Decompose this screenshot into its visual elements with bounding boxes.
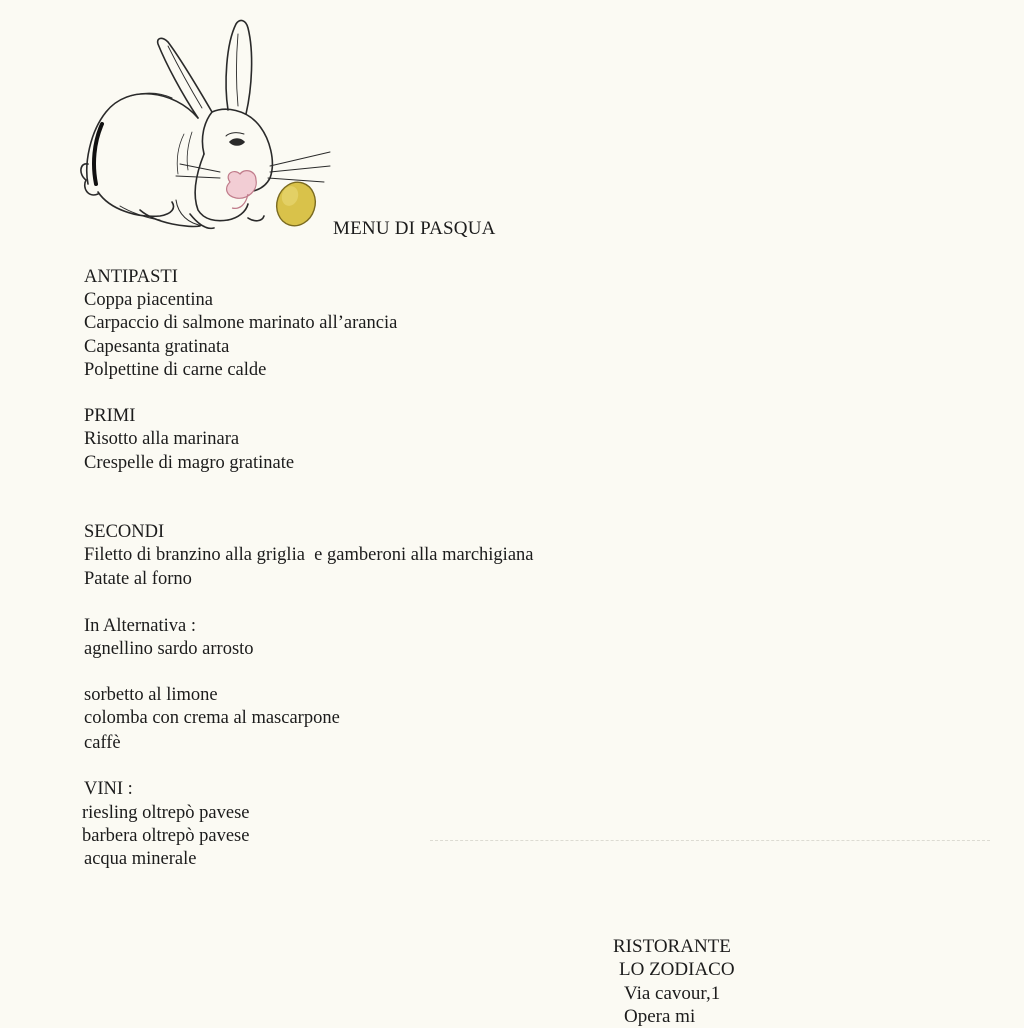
divider — [430, 840, 990, 841]
restaurant-address: Via cavour,1 — [624, 983, 721, 1004]
section-heading-antipasti: ANTIPASTI — [84, 267, 178, 287]
list-item: Polpettine di carne calde — [84, 360, 267, 380]
menu-title: MENU DI PASQUA — [333, 218, 496, 239]
section-heading-vini: VINI : — [84, 779, 133, 799]
list-item: caffè — [84, 733, 121, 753]
section-heading-alternativa: In Alternativa : — [84, 616, 196, 636]
rabbit-with-egg-icon — [80, 14, 340, 244]
list-item: Filetto di branzino alla griglia e gamberoni alla marchigiana — [84, 545, 534, 565]
list-item: Risotto alla marinara — [84, 429, 240, 449]
section-heading-primi: PRIMI — [84, 406, 136, 426]
list-item: Patate al forno — [84, 569, 192, 589]
restaurant-name: LO ZODIACO — [619, 959, 735, 980]
list-item: barbera oltrepò pavese — [82, 826, 250, 846]
list-item: riesling oltrepò pavese — [82, 803, 250, 823]
list-item: acqua minerale — [84, 849, 197, 869]
list-item: Crespelle di magro gratinate — [84, 453, 295, 473]
restaurant-city: Opera mi — [624, 1006, 696, 1027]
list-item: agnellino sardo arrosto — [84, 639, 254, 659]
list-item: Capesanta gratinata — [84, 337, 230, 357]
list-item: Carpaccio di salmone marinato all’arancia — [84, 313, 398, 333]
list-item: sorbetto al limone — [84, 685, 218, 705]
restaurant-name-label: RISTORANTE — [613, 936, 731, 957]
list-item: Coppa piacentina — [84, 290, 213, 310]
list-item: colomba con crema al mascarpone — [84, 708, 340, 728]
section-heading-secondi: SECONDI — [84, 522, 165, 542]
